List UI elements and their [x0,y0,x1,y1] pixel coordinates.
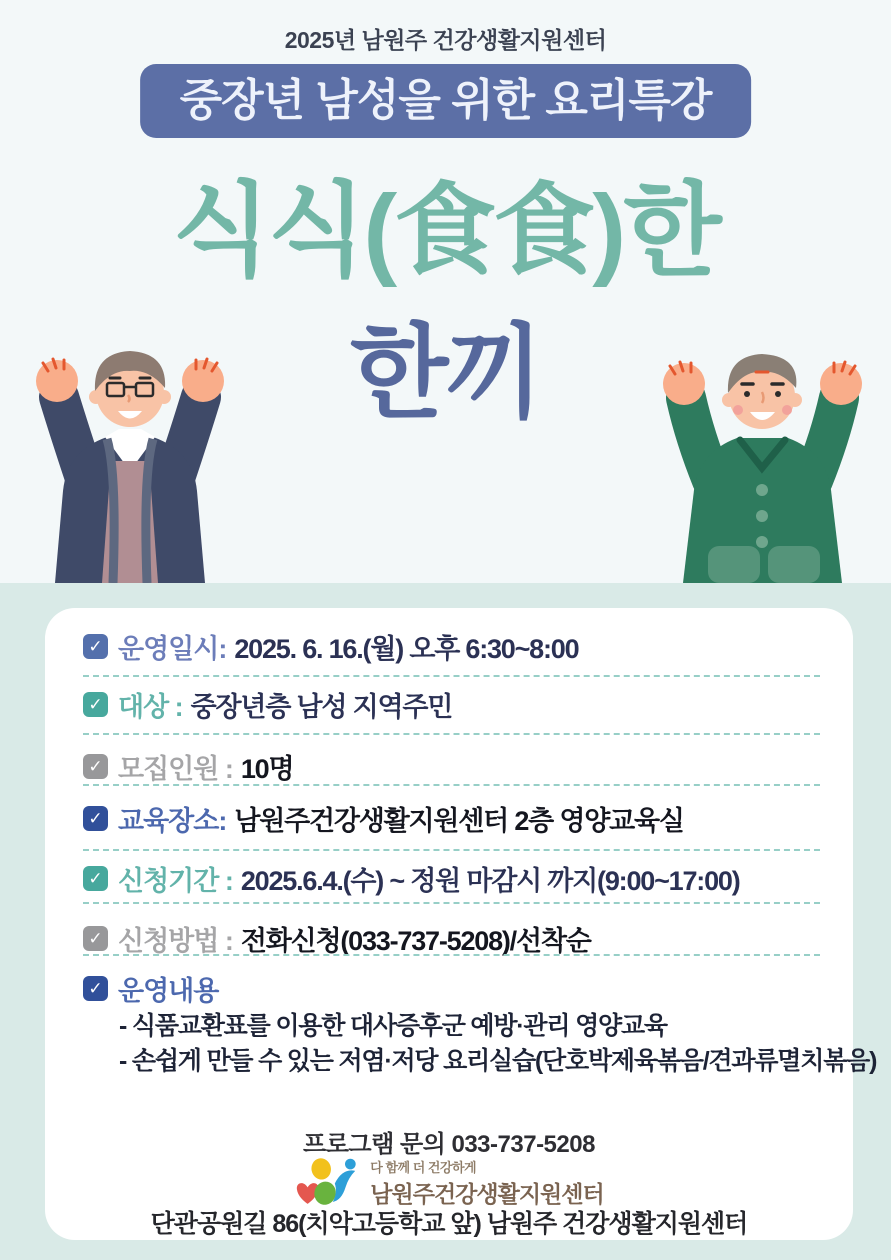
poster-bottom-band [0,583,891,1260]
row-value: 전화신청(033-737-5208)/선착순 [240,925,591,956]
illustration-man-left [15,333,245,583]
contents-sub-item: - 식품교환표를 이용한 대사증후군 예방·관리 영양교육 [119,1012,667,1040]
info-row-location [83,800,684,836]
subtitle-banner-text: 중장년 남성을 위한 요리특강 [179,76,712,125]
dashed-divider [83,954,820,956]
checkbox-icon [83,866,108,891]
org-title: 2025년 남원주 건강생활지원센터 [284,27,607,53]
row-label: 신청방법 : [118,925,233,956]
checkbox-icon [83,926,108,951]
org-address: 단관공원길 86(치악고등학교 앞) 남원주 건강생활지원센터 [150,1210,748,1238]
org-logo-tagline: 다 함께 더 건강하게 [370,1160,477,1175]
checkbox-icon [83,634,108,659]
program-contact: 프로그램 문의 033-737-5208 [303,1131,595,1158]
info-row-apply-method [83,920,591,956]
info-card [45,608,877,1240]
row-label: 교육장소: [118,805,227,836]
poster-top-section [0,0,891,583]
checkbox-icon [83,692,108,717]
checkbox-icon [83,754,108,779]
row-value: 2025.6.4.(수) ~ 정원 마감시 까지(9:00~17:00) [240,865,740,896]
dashed-divider [83,675,820,677]
org-logo-texts [370,1157,603,1209]
row-value: 남원주건강생활지원센터 2층 영양교육실 [234,805,684,836]
dashed-divider [83,902,820,904]
main-title-line2: 한끼 [349,316,542,430]
org-logo-name: 남원주건강생활지원센터 [370,1181,604,1207]
row-value: 2025. 6. 16.(월) 오후 6:30~8:00 [234,633,579,664]
dashed-divider [83,784,820,786]
row-label: 운영내용 [118,975,219,1006]
info-row-apply-period [83,860,740,896]
info-row-target [83,686,452,722]
contents-sub-item: - 손쉽게 만들 수 있는 저염·저당 요리실습(단호박제육볶음/견과류멸치볶음) [119,1047,877,1075]
row-label: 신청기간 : [118,865,233,896]
org-logo [45,1156,853,1210]
row-value: 중장년층 남성 지역주민 [190,691,453,722]
info-row-capacity [83,748,293,784]
row-label: 모집인원 : [118,753,233,784]
dashed-divider [83,849,820,851]
row-label: 대상 : [118,691,183,722]
row-label: 운영일시: [118,633,227,664]
main-title-line1: 식식(食食)한 [172,174,719,288]
dashed-divider [83,733,820,735]
checkbox-icon [83,806,108,831]
illustration-man-right [650,338,875,583]
subtitle-banner [140,64,752,138]
checkbox-icon [83,976,108,1001]
info-row-schedule [83,628,578,664]
row-value: 10명 [240,753,294,784]
info-row-contents [83,970,226,1006]
org-logo-mark-icon [294,1156,362,1210]
